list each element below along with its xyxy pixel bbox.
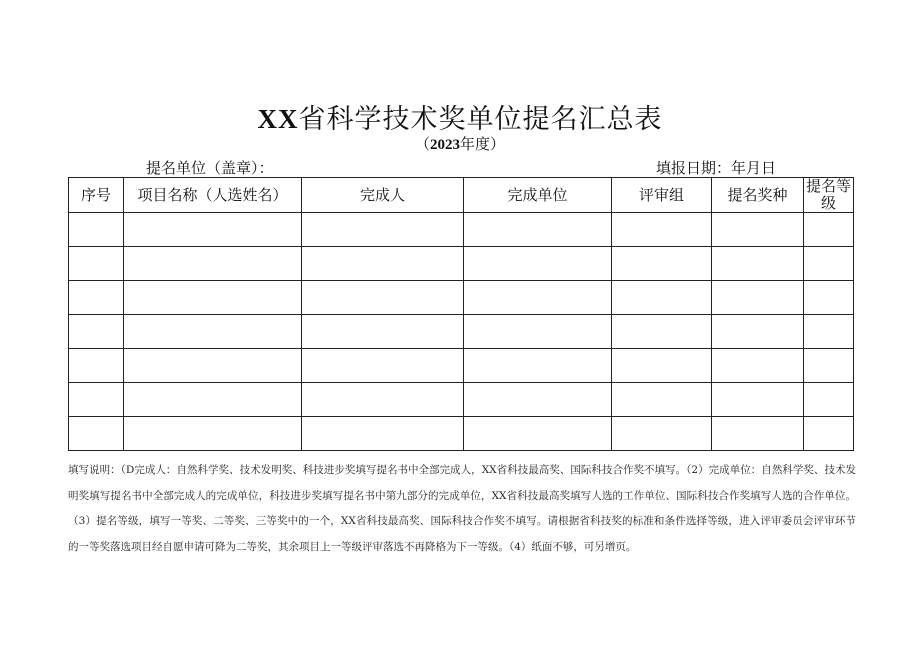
cell-index[interactable] [69,281,124,315]
header-review-group: 评审组 [612,178,712,213]
header-award-type: 提名奖种 [712,178,804,213]
cell-award-type[interactable] [712,281,804,315]
title-main: 省科学技术奖单位提名汇总表 [298,104,663,135]
table-row [69,417,854,451]
cell-completing-unit[interactable] [464,383,612,417]
header-index: 序号 [69,178,124,213]
cell-index[interactable] [69,349,124,383]
cell-index[interactable] [69,213,124,247]
cell-award-type[interactable] [712,349,804,383]
subtitle-year: 2023 [430,137,460,153]
cell-completers[interactable] [302,383,464,417]
table-row [69,383,854,417]
cell-completing-unit[interactable] [464,349,612,383]
cell-review-group[interactable] [612,247,712,281]
cell-project-name[interactable] [124,281,302,315]
cell-completers[interactable] [302,281,464,315]
fill-instructions: 填写说明：（D完成人：自然科学奖、技术发明奖、科技进步奖填写提名书中全部完成人，XX省科技最高奖、国际科技合作奖不填写。（2）完成单位：自然科学奖、技术发明奖填写提名书中全部完成人的完成单位，科技进步奖填写提名书中第九部分的完成单位，XX省科技最高奖填写人选的工作单位、国际科技合作奖填写人选的合作单位。（3）提名等级，填写一等奖、二等奖、三等奖中的一个，XX省科技最高奖、国际科技合作奖不填写。请根据省科技奖的标准和条件选择等级，进入评审委员会评审环节的一等奖落选项目经自愿申请可降为二等奖，其余项目上一等级评审落选不再降格为下一等级。（4）纸面不够，可另增页。 [68,464,856,553]
cell-completing-unit[interactable] [464,247,612,281]
cell-index[interactable] [69,315,124,349]
table-row [69,349,854,383]
year-subtitle [0,134,920,155]
nominating-unit-label: 提名单位（盖章）： [146,159,274,177]
header-completing-unit: 完成单位 [464,178,612,213]
cell-award-level[interactable] [804,281,854,315]
cell-award-level[interactable] [804,315,854,349]
cell-award-level[interactable] [804,349,854,383]
cell-review-group[interactable] [612,213,712,247]
cell-review-group[interactable] [612,417,712,451]
document-title [0,102,920,137]
header-project-name: 项目名称（人选姓名） [124,178,302,213]
cell-completers[interactable] [302,247,464,281]
cell-index[interactable] [69,247,124,281]
cell-award-type[interactable] [712,213,804,247]
cell-award-level[interactable] [804,213,854,247]
cell-project-name[interactable] [124,383,302,417]
table-row [69,213,854,247]
cell-award-type[interactable] [712,417,804,451]
cell-award-level[interactable] [804,247,854,281]
table-row [69,315,854,349]
cell-project-name[interactable] [124,417,302,451]
cell-award-type[interactable] [712,247,804,281]
table-header-row [69,178,854,213]
cell-completing-unit[interactable] [464,281,612,315]
table-row [69,247,854,281]
title-prefix: XX [257,104,299,134]
cell-award-level[interactable] [804,383,854,417]
cell-award-type[interactable] [712,383,804,417]
cell-review-group[interactable] [612,281,712,315]
cell-completing-unit[interactable] [464,315,612,349]
header-completers: 完成人 [302,178,464,213]
cell-project-name[interactable] [124,247,302,281]
fill-date-label: 填报日期：年月日 [656,159,777,177]
cell-review-group[interactable] [612,349,712,383]
cell-completing-unit[interactable] [464,213,612,247]
cell-completers[interactable] [302,315,464,349]
cell-award-type[interactable] [712,315,804,349]
cell-project-name[interactable] [124,315,302,349]
cell-project-name[interactable] [124,349,302,383]
cell-award-level[interactable] [804,417,854,451]
cell-index[interactable] [69,383,124,417]
nomination-summary-table [68,177,854,451]
subtitle-suffix: 年度） [460,135,506,153]
cell-completers[interactable] [302,213,464,247]
cell-completing-unit[interactable] [464,417,612,451]
header-award-level: 提名等级 [804,178,854,213]
cell-completers[interactable] [302,349,464,383]
cell-project-name[interactable] [124,213,302,247]
cell-completers[interactable] [302,417,464,451]
cell-review-group[interactable] [612,383,712,417]
cell-index[interactable] [69,417,124,451]
table-row [69,281,854,315]
cell-review-group[interactable] [612,315,712,349]
subtitle-open: （ [414,135,430,153]
